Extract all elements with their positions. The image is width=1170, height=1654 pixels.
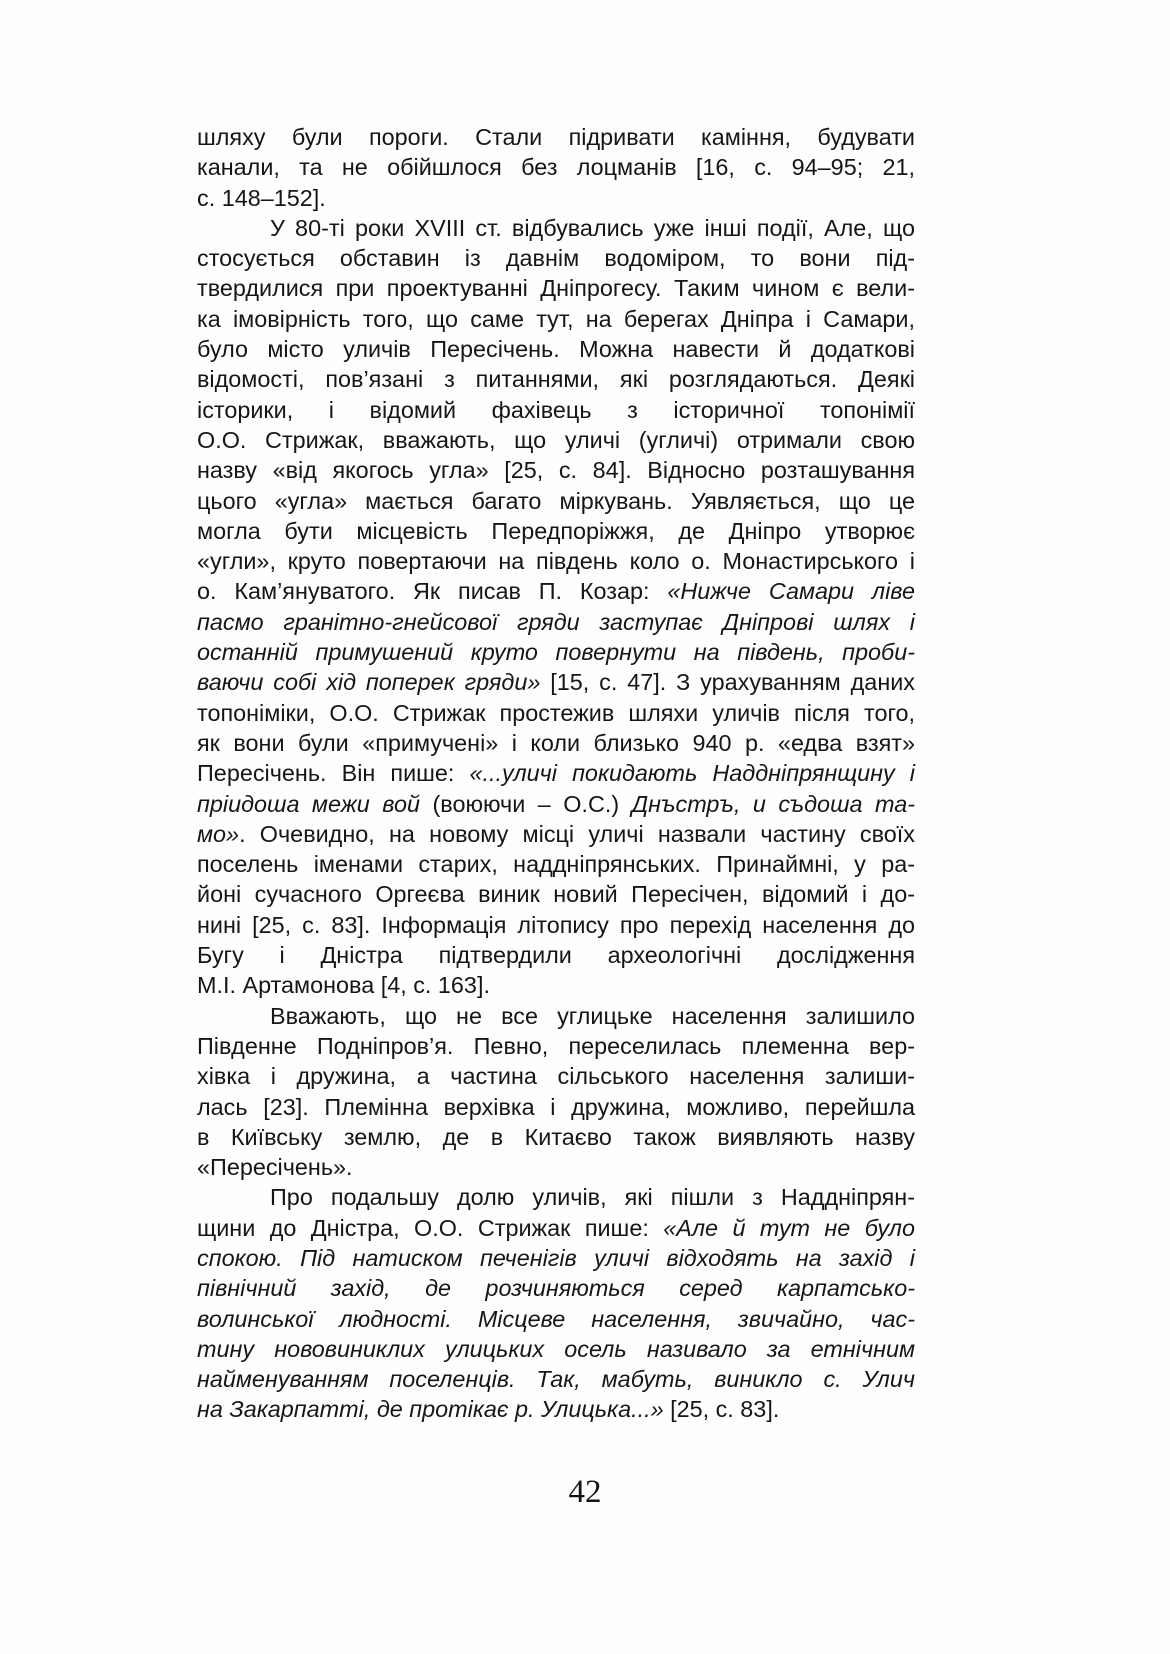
text-line [197,213,915,243]
italic-text-segment: Днъстръ, и съдоша та- [631,790,915,817]
text-line [197,334,915,364]
text-line [197,122,915,152]
text-line [197,758,915,788]
text-segment: Бугу і Дністра підтвердили археологічні дослідження [197,942,915,969]
text-line [197,364,915,394]
text-segment: . Очевидно, на новому місці уличі назвали частину своїх [239,820,915,847]
text-segment: як вони були «примучені» і коли близько 940 р. «едва взят» [197,729,915,756]
text-segment: хівка і дружина, а частина сільського населення залиши- [197,1063,915,1090]
text-line [197,1273,915,1303]
text-line [197,940,915,970]
text-segment: Пересічень. Він пише: [197,760,470,787]
italic-text-segment: останній примушений круто повернути на південь, проби- [197,639,915,666]
italic-text-segment: тину нововиниклих улицьких осель називало за етнічним [197,1335,915,1362]
text-segment: стосується обставин із давнім водоміром, то вони під- [197,245,915,272]
text-line [197,152,915,182]
italic-text-segment: «Нижче Самари ліве [667,578,915,605]
text-segment: (воюючи – О.С.) [432,790,632,817]
italic-text-segment: волинської людності. Місцеве населення, звичайно, час- [197,1305,915,1332]
text-line [197,1122,915,1152]
italic-text-segment: пріидоша межи вой [197,790,433,817]
text-segment: йоні сучасного Оргеєва виник новий Пересічен, відомий і до- [197,881,915,908]
text-segment: в Київську землю, де в Китаєво також виявляють назву [197,1123,915,1150]
italic-text-segment: північний захід, де розчиняються серед карпатсько- [197,1275,915,1302]
italic-text-segment: ваючи собі хід поперек гряди» [197,669,541,696]
text-segment: відомості, пов’язані з питаннями, які розглядаються. Деякі [197,366,915,393]
text-line [197,395,915,425]
text-segment: твердилися при проектуванні Дніпрогесу. Таким чином є вели- [197,275,915,302]
text-segment: лась [23]. Племінна верхівка і дружина, можливо, перейшла [197,1093,915,1120]
italic-text-segment: пасмо гранітно-гнейсової гряди заступає Дніпрові шлях і [197,608,915,635]
text-segment: цього «угла» мається багато міркувань. Уявляється, що це [197,487,915,514]
italic-text-segment: мо» [197,820,240,847]
text-line [197,576,915,606]
text-segment: історики, і відомий фахівець з історичної топонімії [197,396,915,423]
text-segment: «Пересічень». [197,1154,353,1181]
text-line [197,819,915,849]
text-segment: Про подальшу долю уличів, які пішли з Наддніпрян- [270,1184,915,1211]
text-line [197,1364,915,1394]
text-segment: «угли», круто повертаючи на південь коло о. Монастирського і [197,548,915,575]
text-segment: топоніміки, О.О. Стрижак простежив шляхи уличів після того, [197,699,915,726]
text-line [197,273,915,303]
text-segment: назву «від якогось угла» [25, с. 84]. Відносно розташування [197,457,915,484]
text-line [197,728,915,758]
text-line [197,455,915,485]
text-segment: канали, та не обійшлося без лоцманів [16, с. 94–95; 21, [197,154,915,181]
text-segment: щини до Дністра, О.О. Стрижак пише: [197,1214,664,1241]
text-line [197,1031,915,1061]
italic-text-segment: спокою. Під натиском печенігів уличі відходять на захід і [197,1244,915,1271]
text-line [197,849,915,879]
page-number: 42 [568,1474,602,1510]
text-line [197,970,915,1000]
text-line [197,1182,915,1212]
italic-text-segment: найменуванням поселенців. Так, мабуть, виникло с. Улич [197,1366,915,1393]
text-segment: М.І. Артамонова [4, с. 163]. [197,972,490,999]
text-segment: шляху були пороги. Стали підривати каміння, будувати [197,124,915,150]
text-line [197,1213,915,1243]
text-line [197,910,915,940]
text-line [197,637,915,667]
text-line [197,1092,915,1122]
text-line [197,486,915,516]
text-line [197,1001,915,1031]
text-line [197,1394,915,1424]
text-line [197,243,915,273]
text-segment: могла бути місцевість Передпоріжжя, де Дніпро утворює [197,517,915,544]
text-segment: У 80-ті роки XVIII ст. відбувались уже інші події, Але, що [270,214,915,241]
paragraph [197,1001,915,1183]
text-line [197,546,915,576]
paragraph [197,122,915,213]
text-line [197,879,915,909]
text-line [197,425,915,455]
text-segment: [15, с. 47]. З урахуванням даних [540,669,915,696]
text-block [197,122,915,1425]
text-segment: О.О. Стрижак, вважають, що уличі (угличі) отримали свою [197,426,915,453]
italic-text-segment: «Але й тут не було [663,1214,915,1241]
text-segment: [25, с. 83]. [663,1396,780,1423]
italic-text-segment: на Закарпатті, де протікає р. Улицька...» [197,1396,664,1423]
text-line [197,516,915,546]
text-segment: ка імовірність того, що саме тут, на берегах Дніпра і Самари, [197,305,915,332]
text-line [197,607,915,637]
text-segment: с. 148–152]. [197,184,326,211]
text-line [197,183,915,213]
text-segment: було місто уличів Пересічень. Можна навести й додаткові [197,336,915,363]
text-segment: поселень іменами старих, наддніпрянських. Принаймні, у ра- [197,851,915,878]
text-line [197,667,915,697]
text-segment: Вважають, що не все углицьке населення залишило [270,1002,915,1029]
text-segment: о. Кам’януватого. Як писав П. Козар: [197,578,668,605]
text-line [197,304,915,334]
text-line [197,698,915,728]
text-line [197,1304,915,1334]
text-line [197,1243,915,1273]
text-line [197,1152,915,1182]
paragraph [197,1182,915,1424]
paragraph [197,213,915,1001]
text-line [197,1334,915,1364]
text-segment: нині [25, с. 83]. Інформація літопису про перехід населення до [197,911,915,938]
italic-text-segment: «...уличі покидають Наддніпрянщину і [469,760,915,787]
text-line [197,789,915,819]
text-segment: Південне Подніпров’я. Певно, переселилась племенна вер- [197,1032,915,1059]
text-line [197,1061,915,1091]
